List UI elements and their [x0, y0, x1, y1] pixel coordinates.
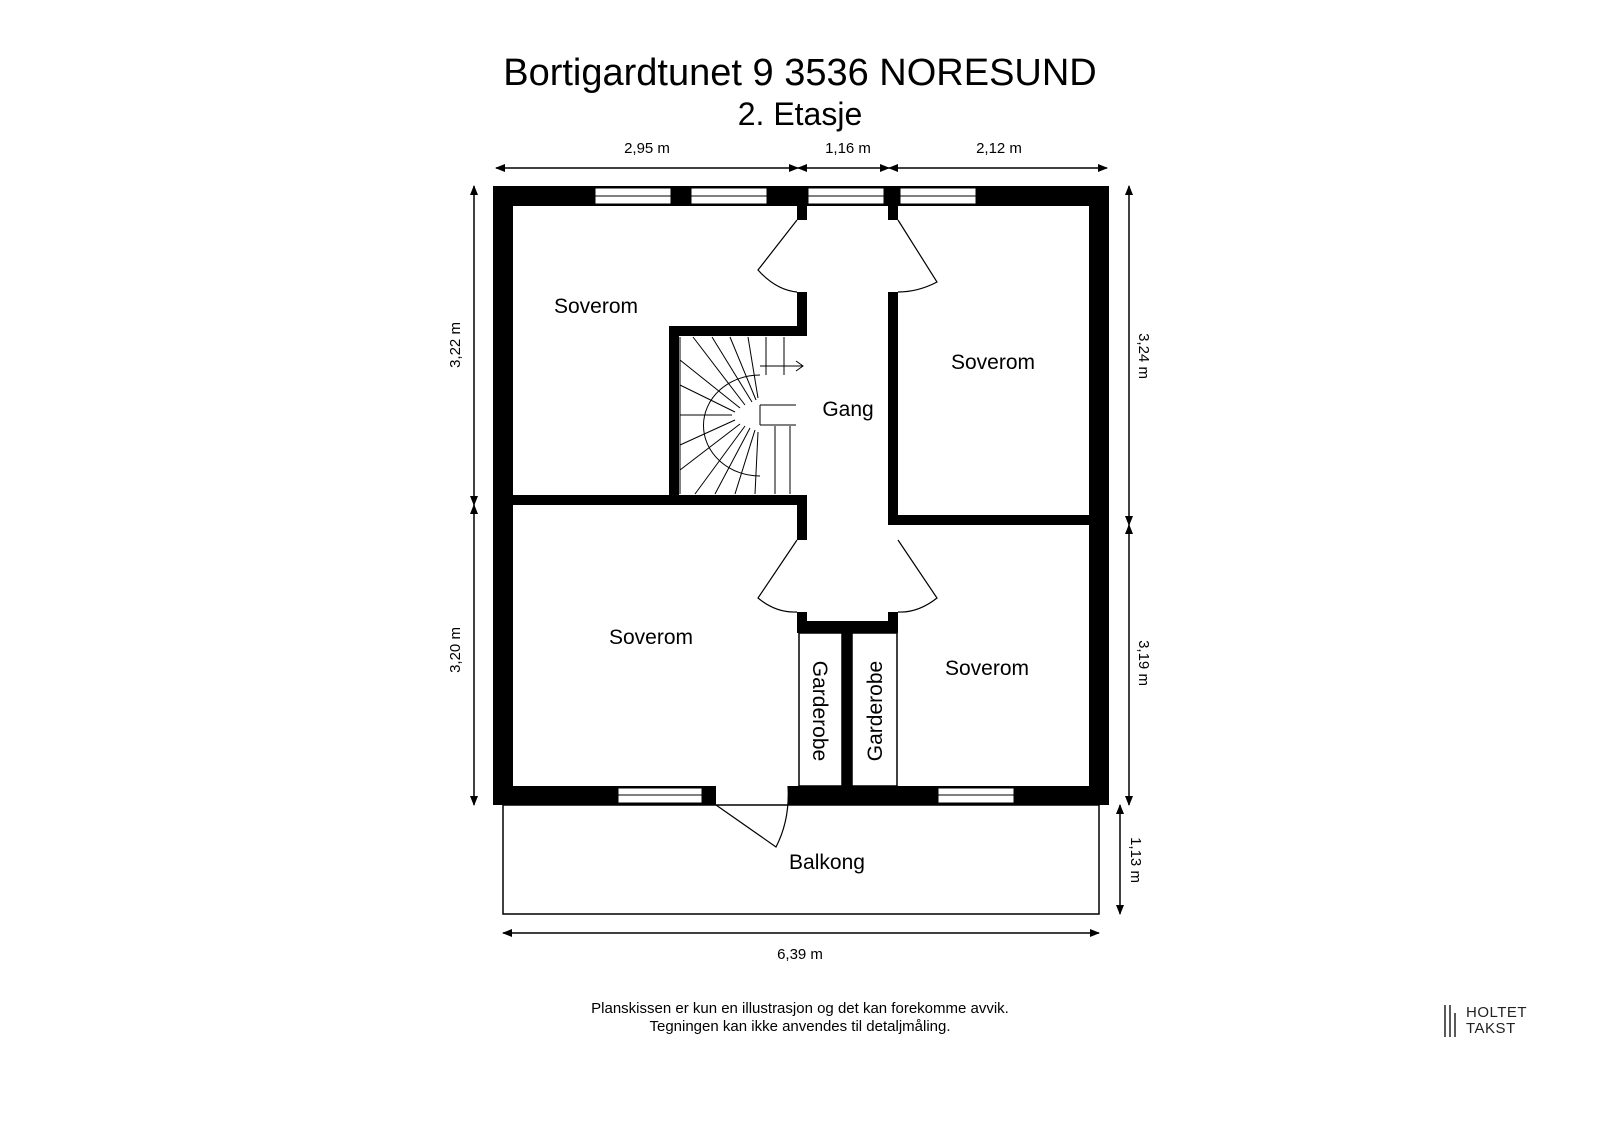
plan-subtitle: 2. Etasje	[737, 96, 863, 132]
dim-bottom-total: 6,39 m	[777, 946, 823, 963]
dim-left-lower: 3,20 m	[447, 627, 464, 673]
disclaimer-line-2: Tegningen kan ikke anvendes til detaljmåling.	[649, 1018, 951, 1035]
dim-top-left: 2,95 m	[624, 140, 670, 157]
room-label-wardrobe-right: Garderobe	[864, 660, 887, 762]
room-label-wardrobe-left: Garderobe	[808, 660, 831, 762]
logo-line-2: TAKST	[1466, 1020, 1516, 1037]
room-label-bedroom-sw: Soverom	[608, 626, 694, 649]
disclaimer-line-1: Planskissen er kun en illustrasjon og det kan forekomme avvik.	[591, 1000, 1009, 1017]
plan-title: Bortigardtunet 9 3536 NORESUND	[503, 52, 1097, 94]
logo-bars-icon	[1442, 1003, 1462, 1039]
room-label-balcony: Balkong	[789, 851, 865, 874]
dim-top-right: 2,12 m	[976, 140, 1022, 157]
room-label-bedroom-se: Soverom	[944, 657, 1030, 680]
dim-right-balcony: 1,13 m	[1127, 837, 1144, 883]
staircase	[680, 337, 803, 494]
company-logo	[1442, 1003, 1562, 1043]
room-label-bedroom-nw: Soverom	[553, 295, 639, 318]
room-label-bedroom-ne: Soverom	[950, 351, 1036, 374]
dim-right-upper: 3,24 m	[1135, 333, 1152, 379]
room-label-hall: Gang	[822, 398, 874, 421]
dim-top-mid: 1,16 m	[825, 140, 871, 157]
interior-walls	[513, 206, 1089, 786]
dimension-lines	[474, 168, 1129, 933]
dim-left-upper: 3,22 m	[447, 322, 464, 368]
disclaimer	[0, 1000, 1600, 1036]
dim-right-lower: 3,19 m	[1135, 640, 1152, 686]
logo-line-1: HOLTET	[1466, 1004, 1528, 1021]
